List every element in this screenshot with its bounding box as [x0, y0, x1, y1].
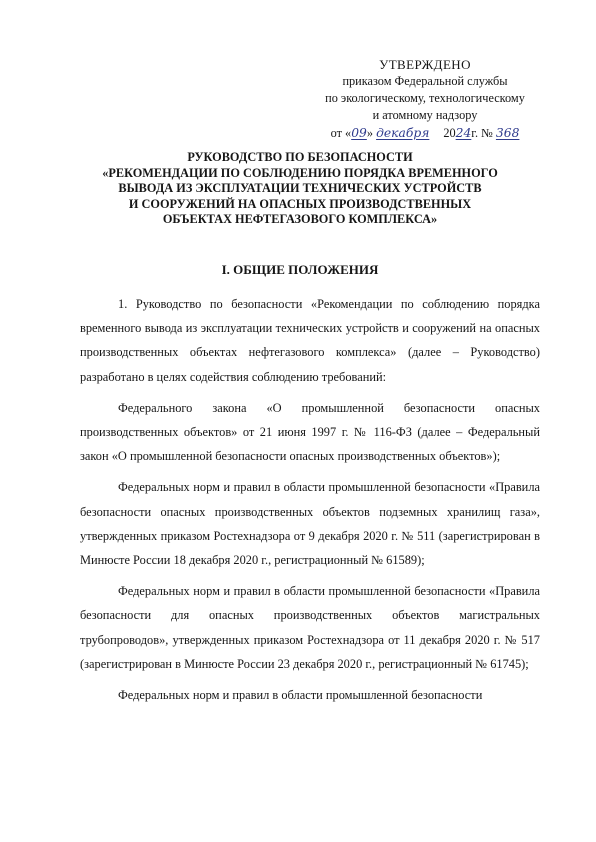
approval-line: приказом Федеральной службы [342, 74, 508, 88]
title-line: И СООРУЖЕНИЙ НА ОПАСНЫХ ПРОИЗВОДСТВЕННЫХ [128, 196, 472, 211]
approval-block [300, 56, 550, 142]
paragraph: Федеральных норм и правил в области промышленной безопасности [118, 688, 483, 703]
approval-line: по экологическому, технологическому [325, 91, 525, 105]
handwritten-year: 24 [455, 126, 472, 140]
date-separator: » [366, 126, 373, 140]
title-line: РУКОВОДСТВО ПО БЕЗОПАСНОСТИ [187, 150, 413, 164]
handwritten-number: 368 [495, 126, 520, 140]
number-prefix: г. № [471, 126, 493, 140]
approval-date-line [300, 125, 550, 142]
document-title [60, 150, 540, 228]
paragraph: Федеральных норм и правил в области промышленной безопасности «Правила безопасности опасных производственных объектов подземных хранилищ газа», утвержденных приказом Ростехнадзора от 9 декабря 2020 г. № 511 (зарегистрирован в Минюсте России 18 декабря 2020 г., регистрационный № 61589); [80, 480, 540, 568]
paragraph: Федерального закона «О промышленной безопасности опасных производственных объектов» от 21 июня 1997 г. № 116-ФЗ (далее – Федеральный закон «О промышленной безопасности опасных производственных объектов»); [80, 400, 540, 464]
section-heading: I. ОБЩИЕ ПОЛОЖЕНИЯ [221, 262, 379, 277]
title-line: ВЫВОДА ИЗ ЭКСПЛУАТАЦИИ ТЕХНИЧЕСКИХ УСТРОЙСТВ [118, 181, 482, 196]
handwritten-month: декабря [376, 126, 430, 140]
date-prefix: от « [330, 126, 352, 140]
paragraph: 1. Руководство по безопасности «Рекомендации по соблюдению порядка временного вывода из эксплуатации технических устройств и сооружений на опасных производственных объектах нефтегазового комплекса» (далее – Руководство) разработано в целях содействия соблюдению требований: [80, 297, 540, 384]
handwritten-day: 09 [351, 126, 367, 140]
approval-line: и атомному надзору [372, 108, 478, 122]
title-line: «РЕКОМЕНДАЦИИ ПО СОБЛЮДЕНИЮ ПОРЯДКА ВРЕМЕННОГО [102, 165, 498, 180]
document-body [80, 292, 540, 707]
paragraph: Федеральных норм и правил в области промышленной безопасности «Правила безопасности для опасных производственных объектов магистральных трубопроводов», утвержденных приказом Ростехнадзора от 11 декабря 2020 г. № 517 (зарегистрирован в Минюсте России 23 декабря 2020 г., регистрационный № 61745); [80, 584, 540, 671]
year-prefix: 20 [443, 126, 456, 140]
title-line: ОБЪЕКТАХ НЕФТЕГАЗОВОГО КОМПЛЕКСА» [162, 212, 438, 227]
approval-heading: УТВЕРЖДЕНО [379, 57, 471, 72]
